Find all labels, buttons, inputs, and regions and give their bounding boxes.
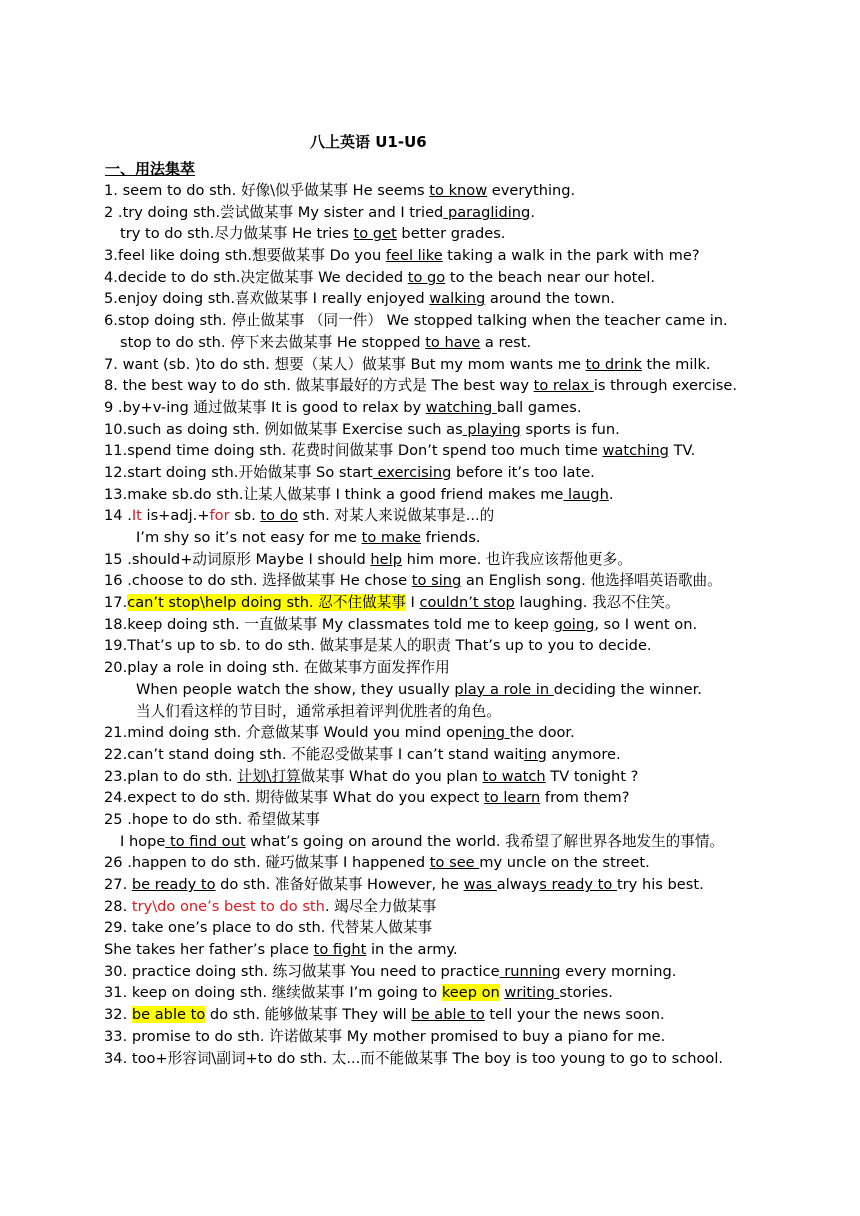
list-item: She takes her father’s place to fight in the army. <box>104 941 458 959</box>
list-item: 6.stop doing sth. 停止做某事 （同一件） We stopped talking when the teacher came in. <box>104 312 728 330</box>
list-item: 9 .by+v-ing 通过做某事 It is good to relax by watching ball games. <box>104 398 582 416</box>
list-item: 26 .happen to do sth. 碰巧做某事 I happened to see my uncle on the street. <box>104 854 650 872</box>
list-item: 30. practice doing sth. 练习做某事 You need to practice running every morning. <box>104 962 677 980</box>
list-item: 7. want (sb. )to do sth. 想要（某人）做某事 But my mom wants me to drink the milk. <box>104 355 711 373</box>
list-item: When people watch the show, they usually play a role in deciding the winner. <box>136 680 702 698</box>
list-item: 2 .try doing sth.尝试做某事 My sister and I tried paragliding. <box>104 203 535 221</box>
list-item: 25 .hope to do sth. 希望做某事 <box>104 810 320 828</box>
list-item: 29. take one’s place to do sth. 代替某人做某事 <box>104 919 433 937</box>
list-item: 3.feel like doing sth.想要做某事 Do you feel like taking a walk in the park with me? <box>104 247 700 265</box>
usage-list <box>0 180 860 1069</box>
list-item: 22.can’t stand doing sth. 不能忍受做某事 I can’t stand waiting anymore. <box>104 745 621 763</box>
list-item: 33. promise to do sth. 许诺做某事 My mother promised to buy a piano for me. <box>104 1027 666 1045</box>
list-item: 8. the best way to do sth. 做某事最好的方式是 The best way to relax is through exercise. <box>104 377 738 395</box>
list-item: 18.keep doing sth. 一直做某事 My classmates told me to keep going, so I went on. <box>104 615 698 633</box>
list-item: 19.That’s up to sb. to do sth. 做某事是某人的职责 That’s up to you to decide. <box>104 637 652 655</box>
list-item: 1. seem to do sth. 好像\似乎做某事 He seems to know everything. <box>104 182 576 199</box>
list-item: 17.can’t stop\help doing sth. 忍不住做某事 I couldn’t stop laughing. 我忍不住笑。 <box>104 594 680 612</box>
list-item: 4.decide to do sth.决定做某事 We decided to go to the beach near our hotel. <box>104 268 656 286</box>
list-item: 34. too+形容词\副词+to do sth. 太...而不能做某事 The boy is too young to go to school. <box>104 1049 724 1067</box>
list-item: stop to do sth. 停下来去做某事 He stopped to have a rest. <box>120 333 532 351</box>
list-item: 21.mind doing sth. 介意做某事 Would you mind opening the door. <box>104 724 575 742</box>
list-item: 24.expect to do sth. 期待做某事 What do you expect to learn from them? <box>104 789 630 807</box>
list-item: I’m shy so it’s not easy for me to make friends. <box>136 529 481 546</box>
list-item: 14 .It is+adj.+for sb. to do sth. 对某人来说做某事是...的 <box>104 507 495 525</box>
list-item: try to do sth.尽力做某事 He tries to get better grades. <box>120 225 506 243</box>
document-title: 八上英语 U1-U6 <box>310 133 427 151</box>
list-item: 20.play a role in doing sth. 在做某事方面发挥作用 <box>104 659 450 677</box>
list-item: 10.such as doing sth. 例如做某事 Exercise such as playing sports is fun. <box>104 420 620 438</box>
list-item: 11.spend time doing sth. 花费时间做某事 Don’t spend too much time watching TV. <box>104 442 696 460</box>
list-item: 5.enjoy doing sth.喜欢做某事 I really enjoyed walking around the town. <box>104 290 615 308</box>
list-item: 23.plan to do sth. 计划\打算做某事 What do you plan to watch TV tonight ? <box>104 767 639 785</box>
list-item: 当人们看这样的节目时，通常承担着评判优胜者的角色。 <box>136 702 501 720</box>
list-item: 13.make sb.do sth.让某人做某事 I think a good friend makes me laugh. <box>104 485 614 503</box>
list-item: 15 .should+动词原形 Maybe I should help him more. 也许我应该帮他更多。 <box>104 550 632 568</box>
list-item: 12.start doing sth.开始做某事 So start exercising before it’s too late. <box>104 463 595 481</box>
list-item: 27. be ready to do sth. 准备好做某事 However, he was always ready to try his best. <box>104 876 704 893</box>
list-item: 32. be able to do sth. 能够做某事 They will be able to tell your the news soon. <box>104 1006 665 1024</box>
list-item: I hope to find out what’s going on around the world. 我希望了解世界各地发生的事情。 <box>120 832 725 850</box>
list-item: 31. keep on doing sth. 继续做某事 I’m going to keep on writing stories. <box>104 984 613 1002</box>
section-heading: 一、用法集萃 <box>105 160 196 178</box>
list-item: 16 .choose to do sth. 选择做某事 He chose to sing an English song. 他选择唱英语歌曲。 <box>104 572 722 590</box>
list-item: 28. try\do one’s best to do sth. 竭尽全力做某事 <box>104 897 437 915</box>
